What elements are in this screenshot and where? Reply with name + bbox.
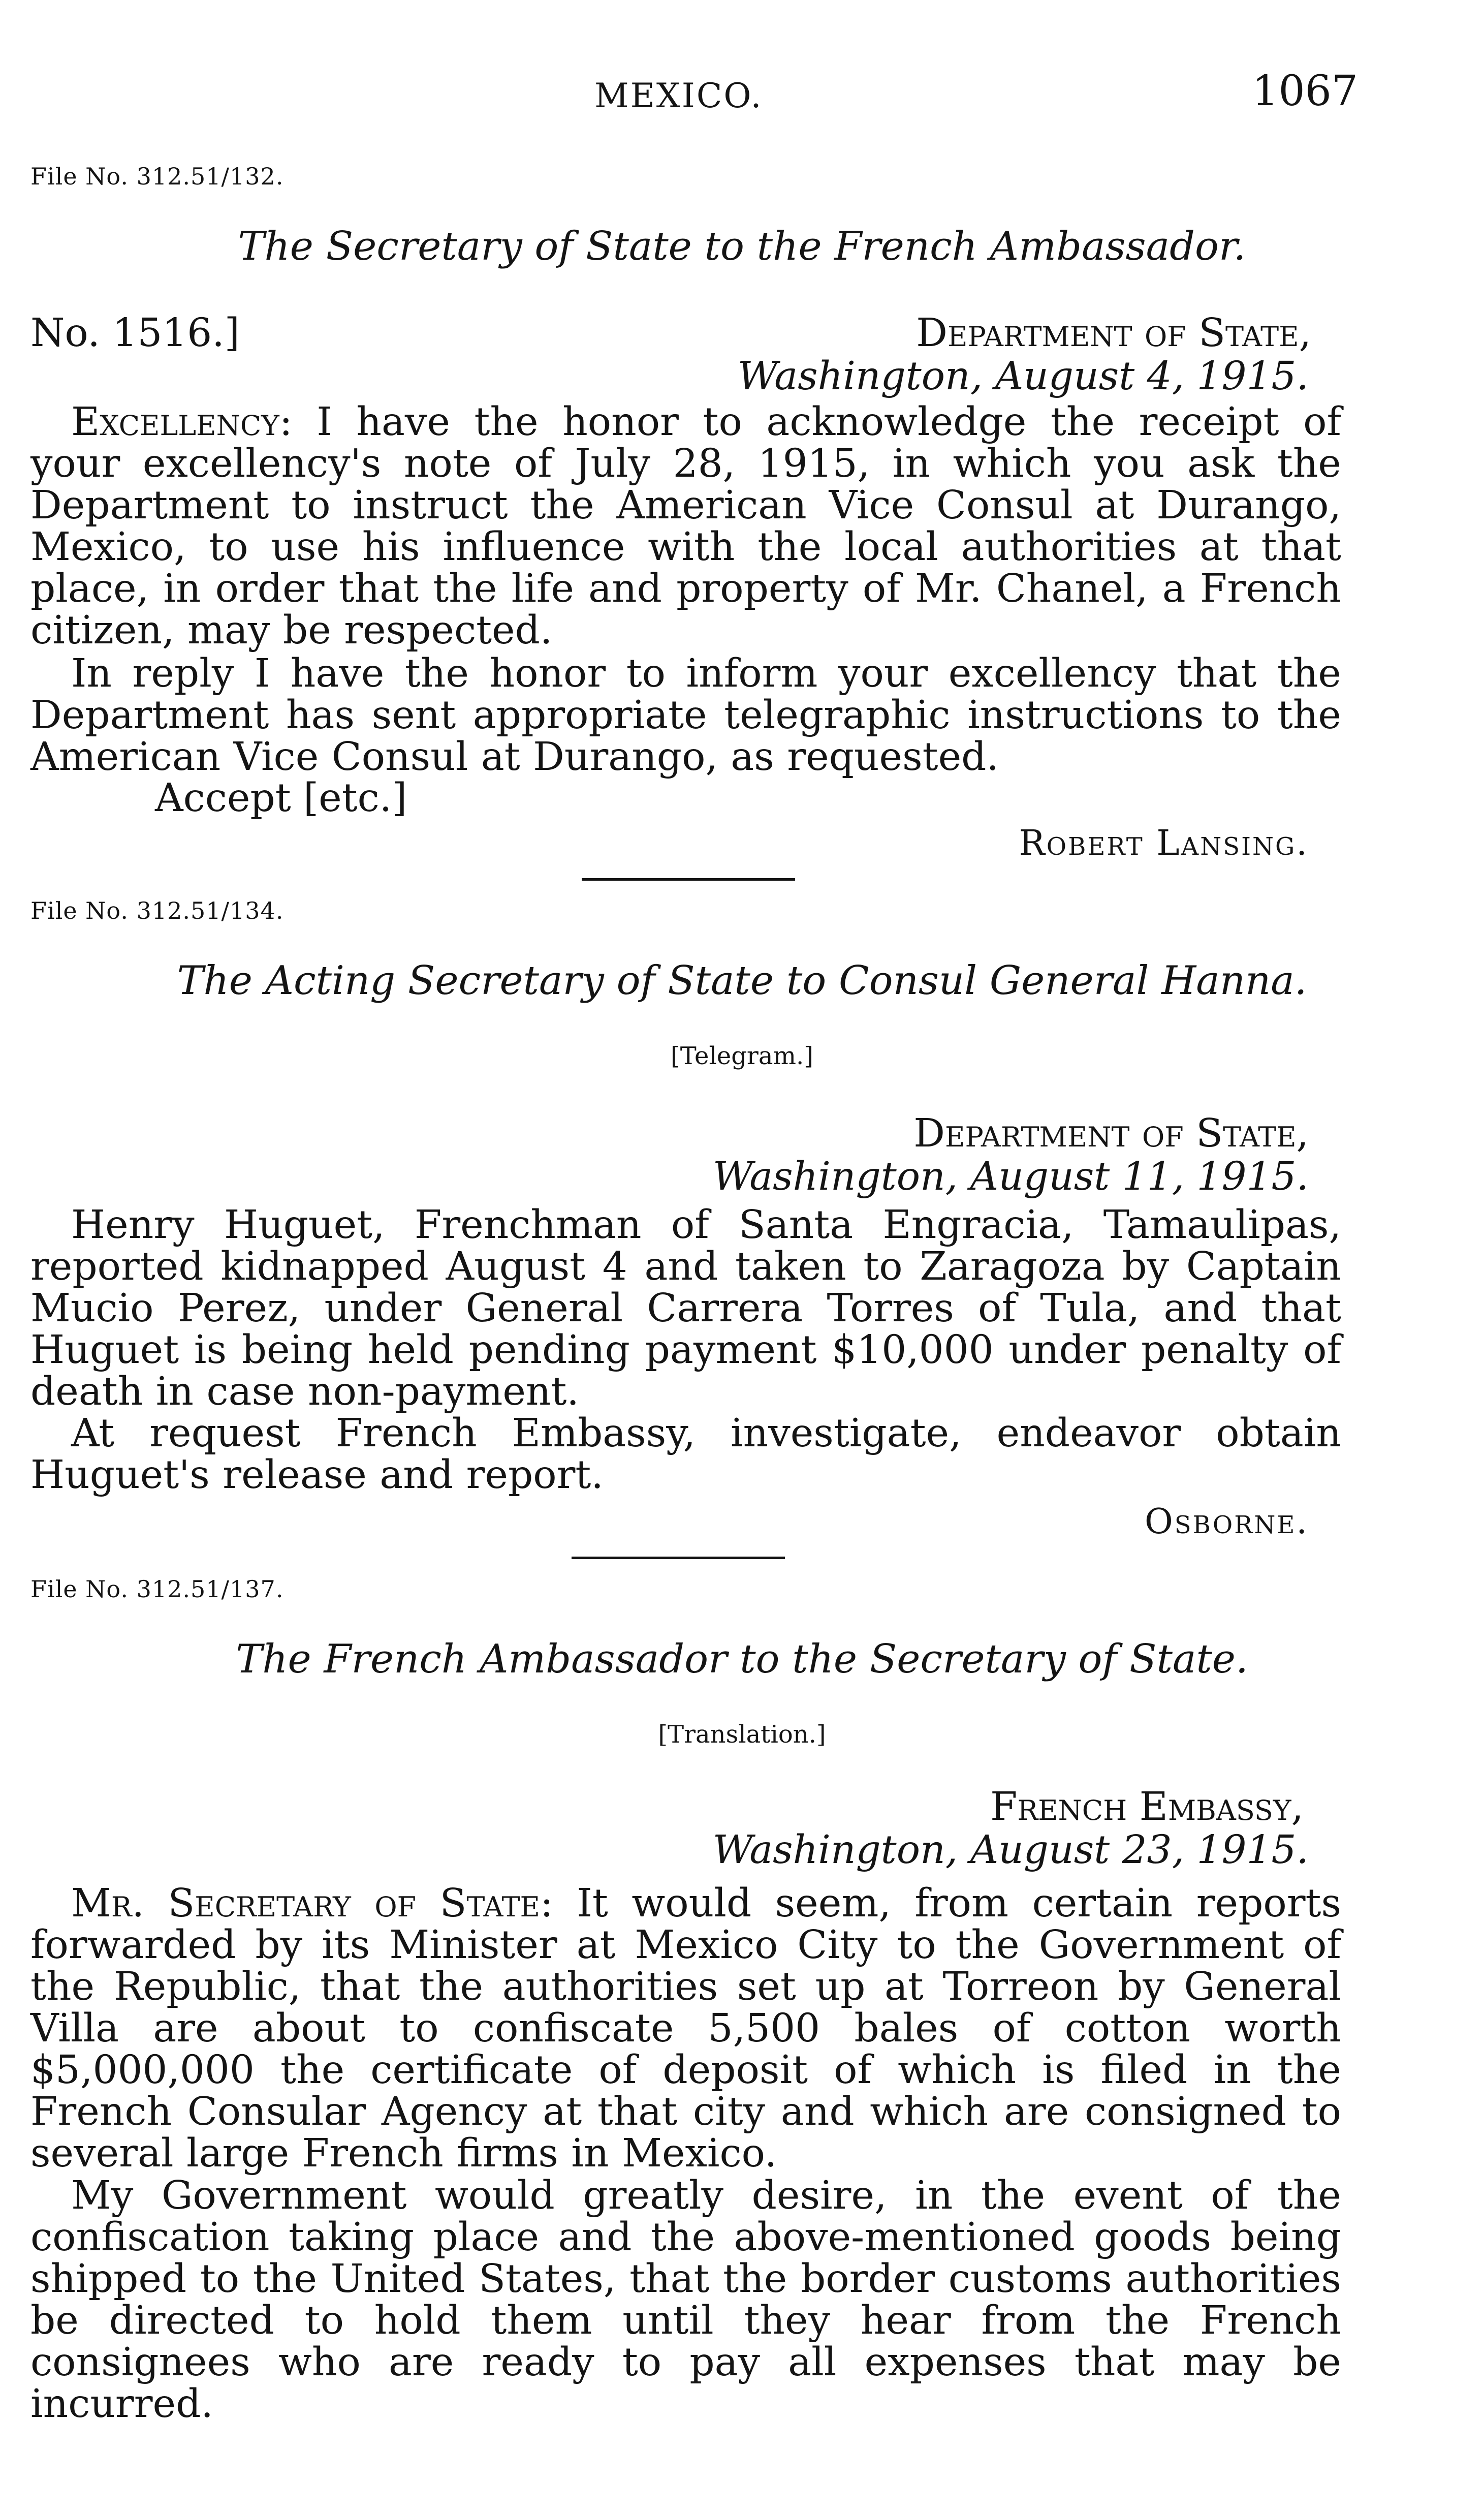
- document-type-label: [Translation.]: [658, 1720, 826, 1749]
- document-title: The Secretary of State to the French Ambassador.: [238, 224, 1246, 269]
- paragraph: [30, 401, 1341, 651]
- document-number: No. 1516.]: [30, 311, 240, 356]
- paragraph-text: : I have the honor to acknowledge the receipt of your excellency's note of July 28, 1915, in which you ask the Department to instruct the American Vice Consul at Durango, Mexico, to use his influence with the local authorities at that place, in order that the life and property of Mr. Chanel, a French citizen, may be respected.: [30, 399, 1341, 653]
- file-number: File No. 312.51/137.: [30, 1575, 284, 1603]
- file-number: File No. 312.51/132.: [30, 163, 284, 190]
- file-number: File No. 312.51/134.: [30, 897, 284, 924]
- signature: Osborne.: [1145, 1502, 1309, 1542]
- dateline-org: Department of State,: [916, 311, 1311, 356]
- salutation: Mr. Secretary of State: [71, 1881, 540, 1926]
- dateline-org: French Embassy,: [990, 1784, 1304, 1829]
- paragraph: My Government would greatly desire, in the event of the confiscation taking place and the above-mentioned goods being shipped to the United States, that the border customs authorities be directed to hold them until they hear from the French consignees who are ready to pay all expenses that may be incurred.: [30, 2173, 1341, 2427]
- dateline-place: Washington, August 4, 1915.: [737, 354, 1309, 399]
- dateline-org: Department of State,: [913, 1111, 1309, 1156]
- paragraph: Henry Huguet, Frenchman of Santa Engracia, Tamaulipas, reported kidnapped August 4 and taken to Zaragoza by Captain Mucio Perez, under General Carrera Torres of Tula, and that Huguet is being held pending payment $10,000 under penalty of death in case non-payment.: [30, 1202, 1341, 1414]
- paragraph: At request French Embassy, investigate, endeavor obtain Huguet's release and report.: [30, 1411, 1341, 1498]
- dateline-place: Washington, August 23, 1915.: [712, 1827, 1309, 1873]
- signature: Robert Lansing.: [1019, 823, 1309, 863]
- separator-rule: [572, 1557, 785, 1559]
- page-number: 1067: [1252, 67, 1358, 115]
- running-title: MEXICO.: [594, 76, 763, 115]
- paragraph-text: : It would seem, from certain reports forwarded by its Minister at Mexico City to the Government of the Republic, that the authorities set up at Torreon by General Villa are about to confiscate 5,500 bales of cotton worth $5,000,000 the certificate of deposit of which is filed in the French Consular Agency at that city and which are consigned to several large French firms in Mexico.: [30, 1881, 1341, 2176]
- paragraph: [30, 1883, 1341, 2175]
- dateline-place: Washington, August 11, 1915.: [712, 1154, 1309, 1199]
- document-title: The Acting Secretary of State to Consul General Hanna.: [177, 958, 1307, 1004]
- closing: Accept [etc.]: [155, 775, 407, 821]
- document-title: The French Ambassador to the Secretary of State.: [236, 1636, 1248, 1682]
- paragraph: In reply I have the honor to inform your excellency that the Department has sent appropriate telegraphic instructions to the American Vice Consul at Durango, as requested.: [30, 651, 1341, 780]
- document-type-label: [Telegram.]: [671, 1042, 813, 1070]
- salutation: Excellency: [71, 399, 279, 445]
- separator-rule: [582, 878, 795, 881]
